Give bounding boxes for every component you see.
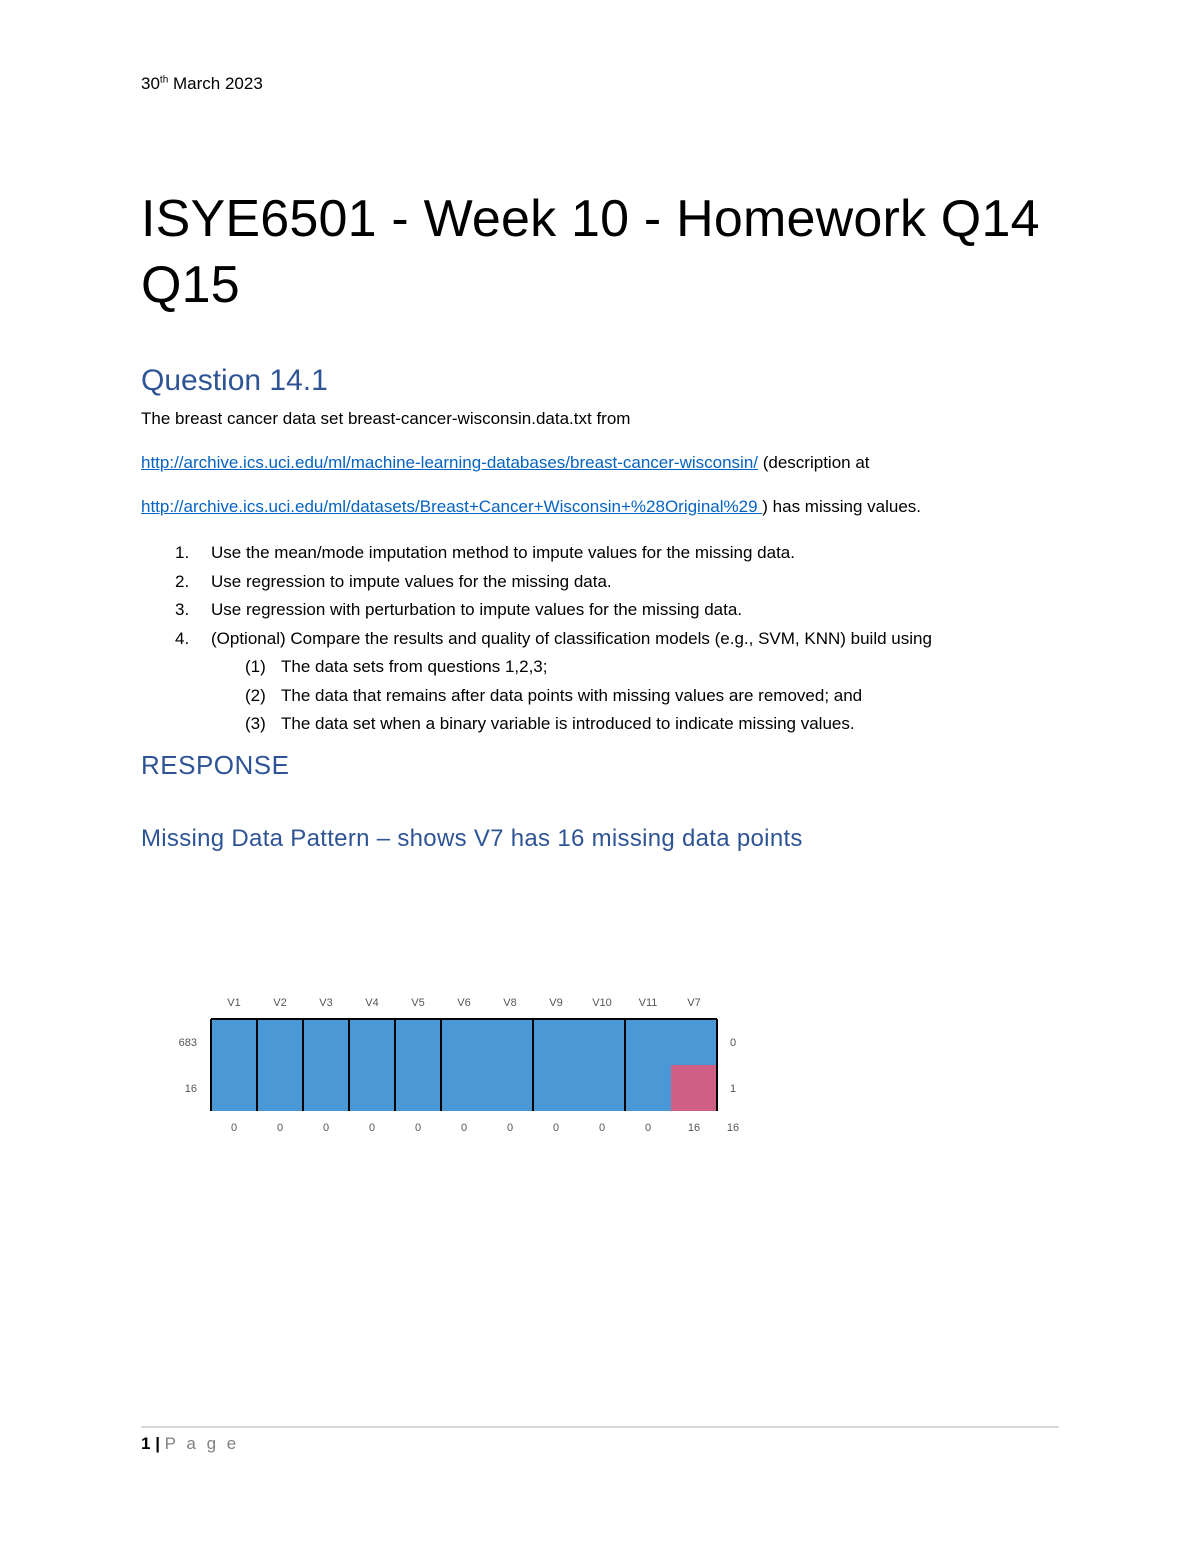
row-count-label: 16	[184, 1083, 197, 1095]
missing-data-pattern-chart	[160, 985, 760, 1150]
dataset-link-line	[141, 452, 870, 474]
list-item: 4. (Optional) Compare the results and quality of classification models (e.g., SVM, KNN) build using (1) The data sets from questions 1,2,3; (2) The data that remains after data points with missing values are removed; and (3) The data set when a binary variable is introduced to indicate missing values.	[141, 625, 1101, 739]
dataset-link[interactable]: http://archive.ics.uci.edu/ml/machine-learning-databases/breast-cancer-wisconsin/	[141, 453, 759, 472]
footer-divider	[141, 1426, 1059, 1428]
list-item: 1. Use the mean/mode imputation method to impute values for the missing data.	[175, 543, 795, 562]
column-total-label: 0	[598, 1122, 606, 1134]
column-label: V3	[319, 997, 333, 1009]
pattern-cell	[303, 1065, 349, 1111]
description-link[interactable]: http://archive.ics.uci.edu/ml/datasets/Breast+Cancer+Wisconsin+%28Original%29	[141, 497, 763, 516]
pattern-cell	[349, 1019, 395, 1065]
pattern-cell	[487, 1065, 533, 1111]
pattern-cell	[257, 1065, 303, 1111]
column-label: V6	[457, 997, 471, 1009]
description-link-suffix: ) has missing values.	[762, 497, 922, 516]
pattern-cell	[671, 1065, 717, 1111]
pattern-cell	[487, 1019, 533, 1065]
column-label: V7	[687, 997, 701, 1009]
description-link-line	[141, 496, 921, 518]
column-total-label: 0	[460, 1122, 468, 1134]
column-label: V4	[365, 997, 379, 1009]
column-total-label: 16	[687, 1122, 701, 1134]
pattern-cell	[257, 1019, 303, 1065]
column-label: V5	[411, 997, 425, 1009]
pattern-cell	[533, 1019, 579, 1065]
task-list	[141, 539, 1101, 739]
pattern-cell	[395, 1065, 441, 1111]
column-label: V9	[549, 997, 563, 1009]
column-label: V1	[227, 997, 241, 1009]
column-total-label: 0	[230, 1122, 238, 1134]
document-date: 30th March 2023	[141, 74, 263, 93]
pattern-cell	[533, 1065, 579, 1111]
page-footer: 1 | P a g e	[141, 1434, 240, 1453]
column-label: V8	[503, 997, 517, 1009]
column-label: V11	[638, 997, 658, 1009]
pattern-cell	[671, 1019, 717, 1065]
pattern-cell	[303, 1019, 349, 1065]
column-total-label: 0	[644, 1122, 652, 1134]
column-total-label: 0	[552, 1122, 560, 1134]
column-total-label: 0	[506, 1122, 514, 1134]
response-subheading: Missing Data Pattern – shows V7 has 16 missing data points	[141, 825, 803, 852]
sub-list	[211, 653, 1101, 739]
question-intro: The breast cancer data set breast-cancer-wisconsin.data.txt from	[141, 409, 631, 428]
pattern-cell	[625, 1065, 671, 1111]
response-heading: RESPONSE	[141, 750, 290, 780]
column-total-label: 0	[414, 1122, 422, 1134]
column-label: V2	[273, 997, 287, 1009]
pattern-cell	[625, 1019, 671, 1065]
column-label: V10	[592, 997, 612, 1009]
sub-list-item: (3) The data set when a binary variable is introduced to indicate missing values.	[245, 714, 855, 733]
pattern-cell	[395, 1019, 441, 1065]
page-number: 1	[141, 1434, 151, 1453]
pattern-cell	[211, 1019, 257, 1065]
pattern-cell	[211, 1065, 257, 1111]
pattern-cell	[441, 1019, 487, 1065]
column-total-label: 0	[276, 1122, 284, 1134]
page-label: P a g e	[164, 1434, 240, 1453]
row-missing-label: 1	[729, 1083, 737, 1095]
list-item: 2. Use regression to impute values for the missing data.	[175, 571, 612, 591]
row-count-label: 683	[178, 1037, 197, 1049]
dataset-link-suffix: (description at	[758, 453, 870, 472]
pattern-cell	[349, 1065, 395, 1111]
row-missing-label: 0	[729, 1037, 737, 1049]
question-heading: Question 14.1	[141, 364, 328, 397]
missing-data-pattern-svg	[160, 985, 760, 1145]
pattern-cell	[579, 1019, 625, 1065]
column-total-label: 0	[322, 1122, 330, 1134]
grand-total-label: 16	[726, 1122, 740, 1134]
pattern-cell	[579, 1065, 625, 1111]
sub-list-item: (1) The data sets from questions 1,2,3;	[245, 657, 548, 676]
document-title: ISYE6501 - Week 10 - Homework Q14 Q15	[141, 190, 1040, 314]
sub-list-item: (2) The data that remains after data points with missing values are removed; and	[245, 685, 863, 705]
pattern-cell	[441, 1065, 487, 1111]
list-item: 3. Use regression with perturbation to impute values for the missing data.	[175, 600, 743, 619]
column-total-label: 0	[368, 1122, 376, 1134]
